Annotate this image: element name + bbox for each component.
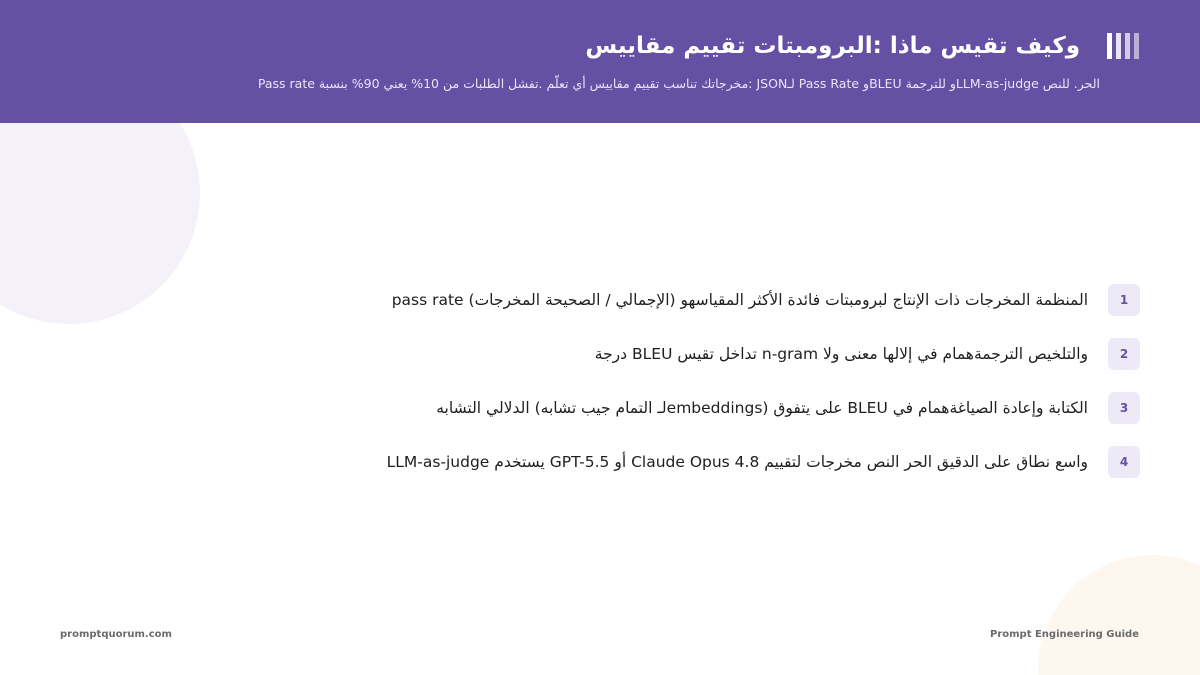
list-item: [220, 338, 1140, 370]
list-item: [220, 446, 1140, 478]
page-subtitle: الحر. للنص LLM-as-judgeو للترجمة BLEUو Pass Rate لـJSON :مخرجاتك تناسب تقييم مقاييس أي تعلّم .تفشل الطلبات من 10% يعني 90% بنسبة Pass rate: [257, 76, 1100, 91]
page-title: وكيف تقيس ماذا :البرومبتات تقييم مقاييس: [585, 33, 1080, 59]
item-text: المنظمة المخرجات ذات الإنتاج لبرومبتات فائدة الأكثر المقياسهو (الإجمالي / الصحيحة المخرجات) pass rate: [391, 291, 1088, 309]
logo-bar: [1125, 33, 1130, 59]
logo-bar: [1134, 33, 1139, 59]
list-item: [220, 284, 1140, 316]
item-text: والتلخيص الترجمةهمام في إلالها معنى ولا n-gram تداخل تقيس BLEU درجة: [594, 345, 1088, 363]
item-number-badge: 4: [1108, 446, 1140, 478]
logo-bar: [1107, 33, 1112, 59]
bullet-list: [220, 284, 1140, 500]
item-text: واسع نطاق على الدقيق الحر النص مخرجات لتقييم Claude Opus 4.8 أو GPT-5.5 يستخدم LLM-as-judge: [386, 453, 1088, 471]
footer-guide-label: Prompt Engineering Guide: [989, 629, 1139, 640]
item-text: الكتابة وإعادة الصياغةهمام في BLEU على يتفوق (embeddingsلـ التمام جيب تشابه) الدلالي التشابه: [436, 399, 1088, 417]
item-number-badge: 3: [1108, 392, 1140, 424]
decorative-circle-right: [1038, 555, 1200, 675]
item-number-badge: 1: [1108, 284, 1140, 316]
header-banner: [0, 0, 1200, 123]
list-item: [220, 392, 1140, 424]
footer-site-label: promptquorum.com: [60, 629, 172, 640]
logo-bar: [1116, 33, 1121, 59]
logo-bars-icon: [1107, 33, 1141, 59]
item-number-badge: 2: [1108, 338, 1140, 370]
